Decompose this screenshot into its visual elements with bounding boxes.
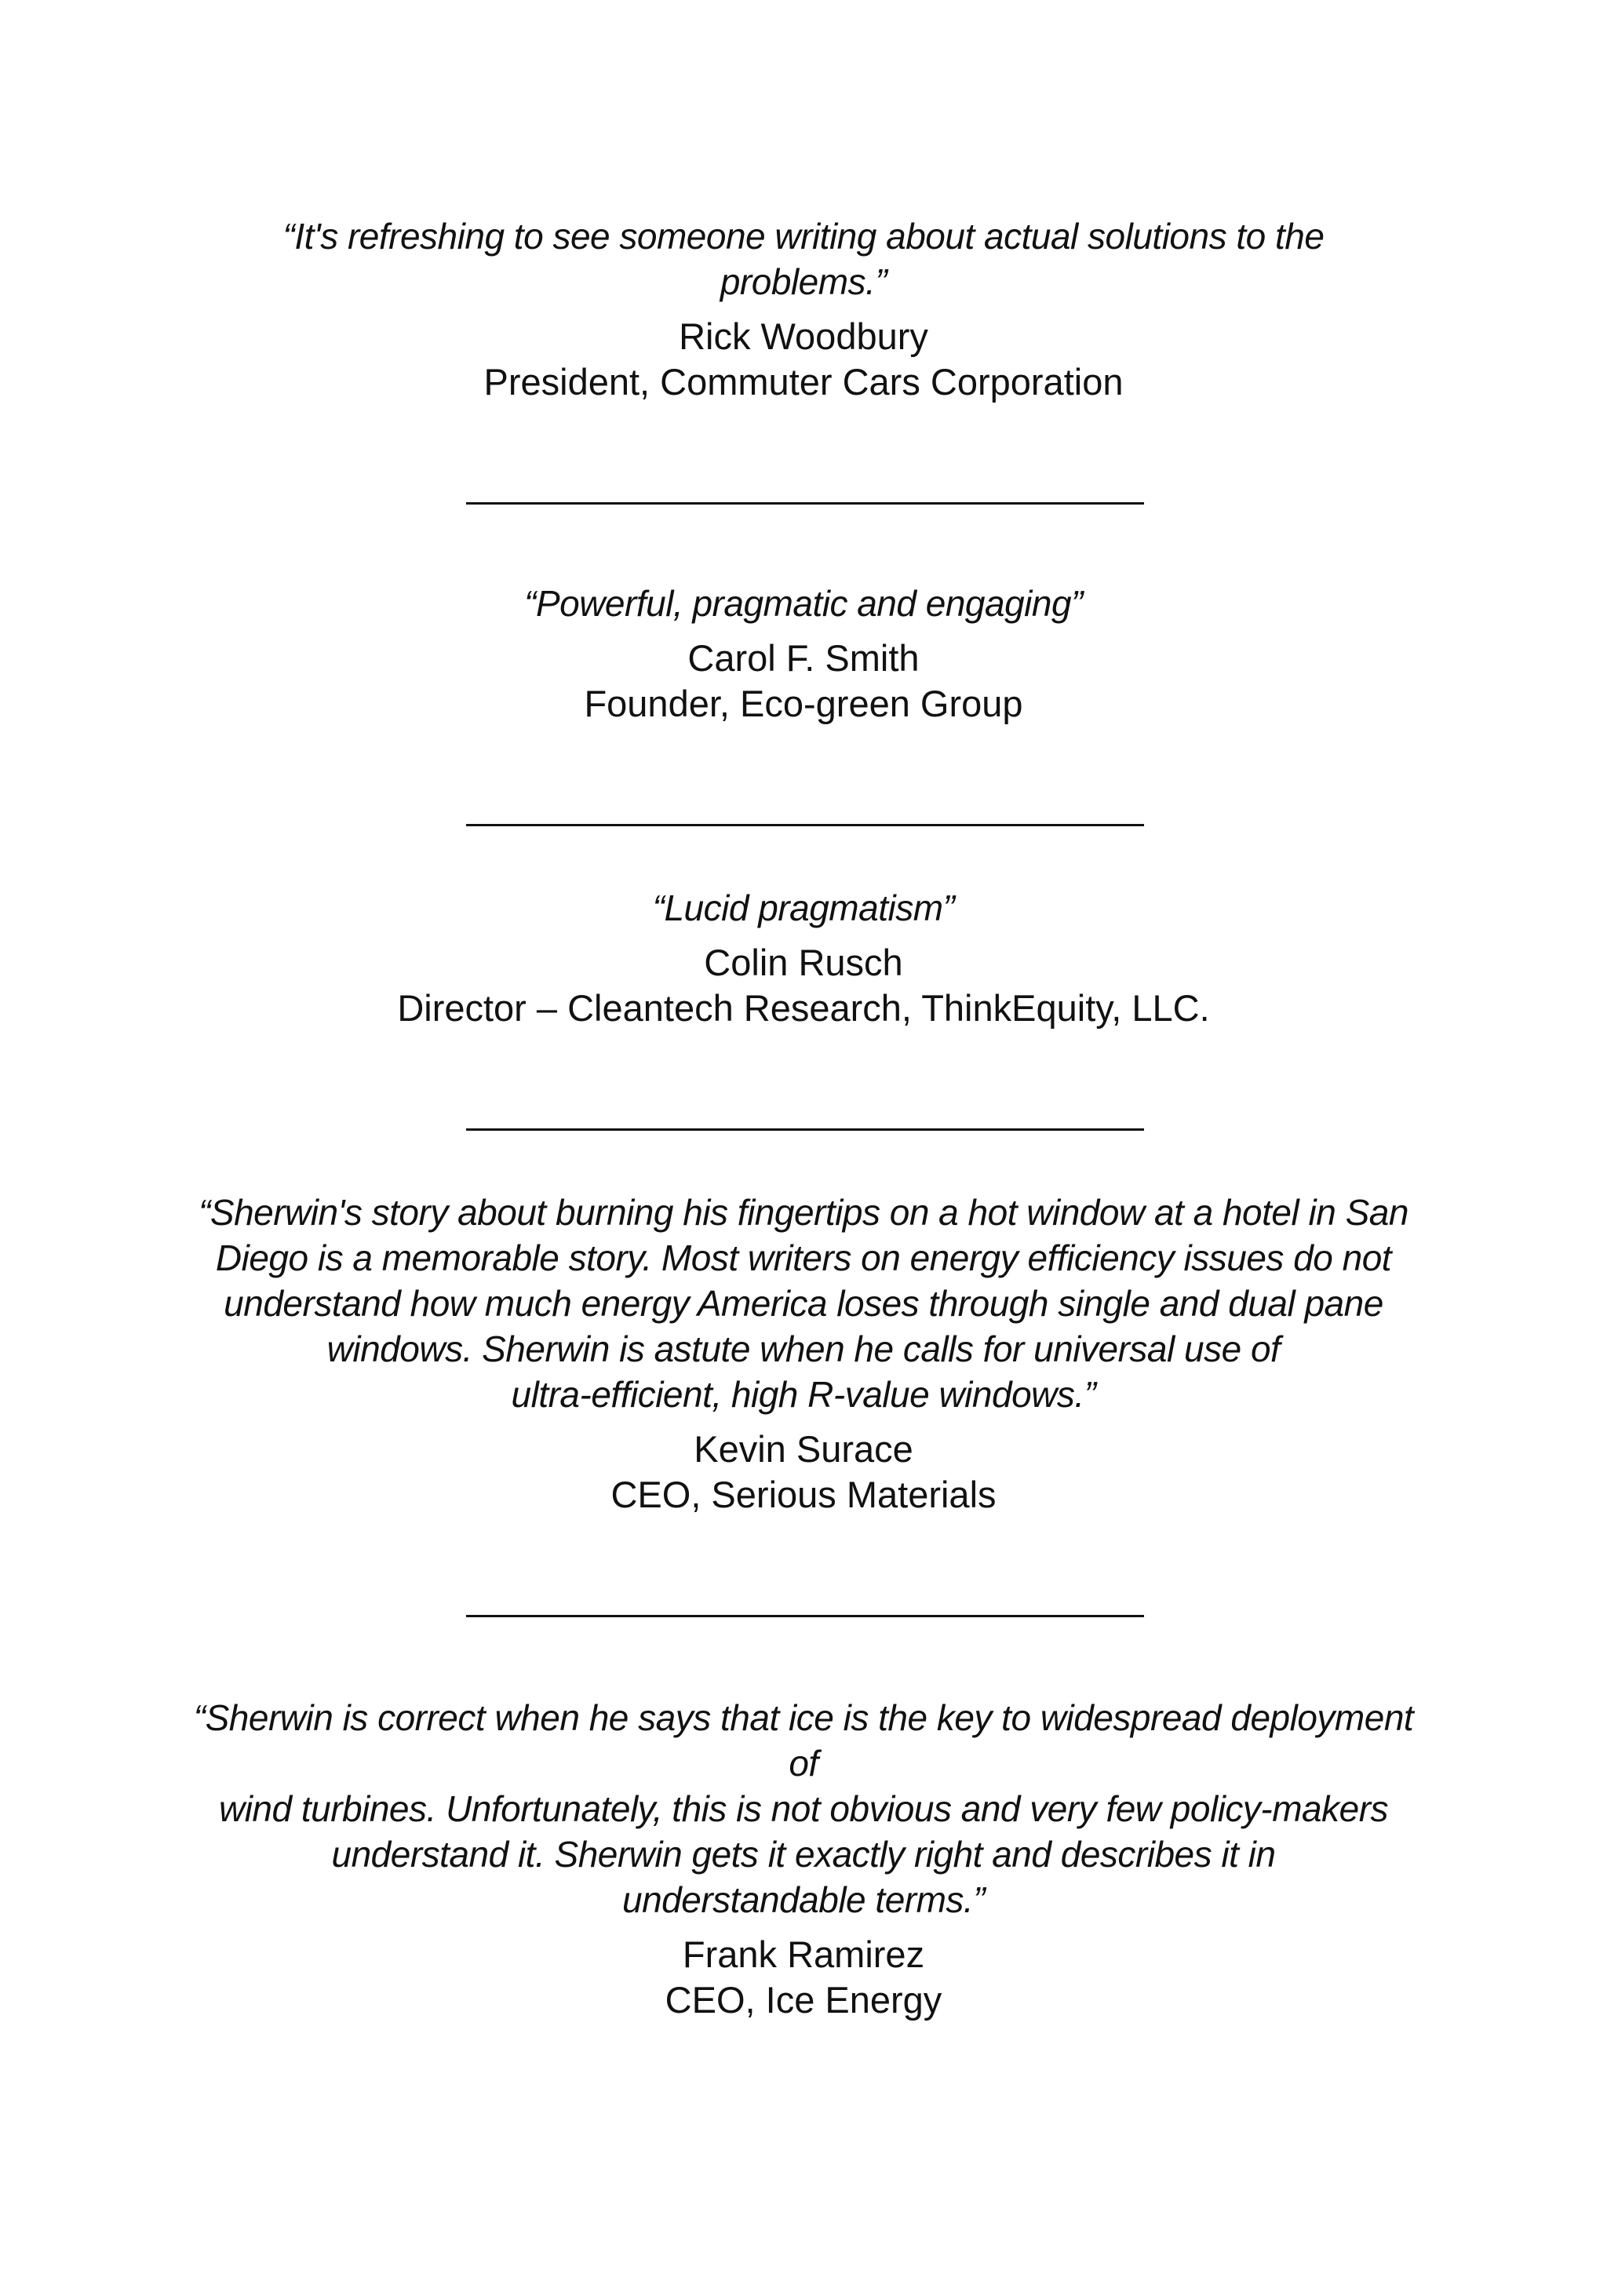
- quote-line: wind turbines. Unfortunately, this is not obvious and very few policy-makers: [218, 1788, 1389, 1829]
- author-name: Frank Ramirez: [682, 1933, 925, 1975]
- quote-line: “Powerful, pragmatic and engaging”: [524, 583, 1083, 624]
- testimonial-rick-woodbury: [176, 213, 1431, 405]
- author-title: CEO, Ice Energy: [665, 1979, 942, 2021]
- author-name: Colin Rusch: [704, 942, 903, 983]
- testimonial-attribution: [176, 940, 1431, 1031]
- divider-line: [466, 1128, 1144, 1131]
- author-name: Rick Woodbury: [679, 315, 928, 357]
- divider-line: [466, 824, 1144, 826]
- quote-line: “It's refreshing to see someone writing about actual solutions to the: [282, 216, 1325, 257]
- testimonial-quote: [176, 581, 1431, 626]
- quote-line: “Sherwin's story about burning his fingertips on a hot window at a hotel in San: [199, 1192, 1408, 1233]
- quote-line: understand how much energy America loses through single and dual pane: [224, 1283, 1383, 1324]
- quote-line: “Lucid pragmatism”: [652, 887, 955, 928]
- testimonial-frank-ramirez: [176, 1695, 1431, 2023]
- testimonial-quote: [176, 885, 1431, 931]
- quote-line: ultra-efficient, high R-value windows.”: [511, 1374, 1096, 1415]
- testimonial-kevin-surace: [176, 1190, 1431, 1518]
- author-title: Founder, Eco-green Group: [584, 683, 1023, 724]
- divider-line: [466, 1615, 1144, 1617]
- quote-line: “Sherwin is correct when he says that ice is the key to widespread deployment of: [193, 1697, 1414, 1784]
- testimonial-attribution: [176, 314, 1431, 405]
- divider-line: [466, 502, 1144, 505]
- author-title: CEO, Serious Materials: [610, 1474, 997, 1515]
- testimonial-attribution: [176, 636, 1431, 727]
- author-name: Carol F. Smith: [687, 637, 920, 679]
- quote-line: understand it. Sherwin gets it exactly right and describes it in: [331, 1834, 1276, 1875]
- testimonial-attribution: [176, 1932, 1431, 2023]
- testimonial-colin-rusch: [176, 885, 1431, 1031]
- testimonial-quote: [176, 213, 1431, 304]
- testimonial-carol-smith: [176, 581, 1431, 727]
- author-name: Kevin Surace: [694, 1428, 913, 1470]
- quote-line: Diego is a memorable story. Most writers on energy efficiency issues do not: [215, 1237, 1392, 1278]
- author-title: Director – Cleantech Research, ThinkEquity, LLC.: [397, 987, 1210, 1029]
- quote-line: understandable terms.”: [621, 1879, 986, 1920]
- testimonial-quote: [176, 1695, 1431, 1922]
- author-title: President, Commuter Cars Corporation: [483, 361, 1124, 403]
- quote-line: problems.”: [720, 261, 887, 302]
- testimonial-attribution: [176, 1427, 1431, 1518]
- quote-line: windows. Sherwin is astute when he calls for universal use of: [326, 1328, 1281, 1369]
- testimonial-quote: [176, 1190, 1431, 1417]
